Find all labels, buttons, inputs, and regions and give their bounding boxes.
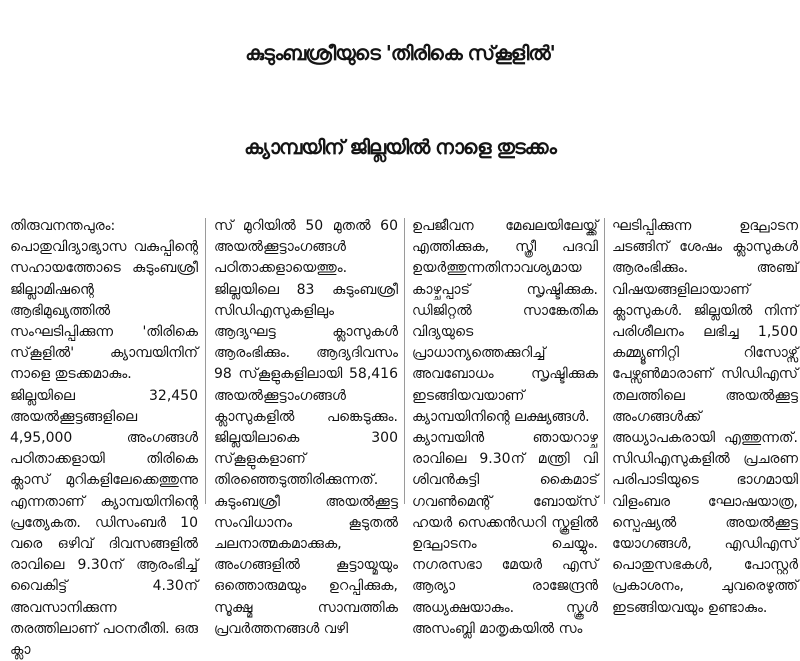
article-column-2 <box>214 216 398 637</box>
article-column-3 <box>412 216 598 637</box>
column-3-paragraph-1: ഉപജീവന മേഖലയിലേയ്ക്ക് എത്തിക്കുക, സ്ത്രീ പദവി ഉയർത്തുന്നതിനാവശ്യമായ കാഴ്ചപ്പാട് സൃഷ്ടിക്കുക. ഡിജിറ്റൽ സാങ്കേതിക വിദ്യയുടെ പ്രാധാന്യത്തെക്കുറിച്ച് അവബോധം സൃഷ്ടിക്കുക ഇടങ്ങിയവയാണ് ക്യാമ്പയിനിന്റെ ലക്ഷ്യങ്ങൾ. <box>412 218 598 425</box>
column-1-paragraph-1: തിരുവനന്തപുരം: പൊതുവിദ്യാഭ്യാസ വകുപ്പിന്റെ സഹായത്തോടെ കുടുംബശ്രീ ജില്ലാമിഷന്റെ ആഭിമുഖ്യത്തിൽ സംഘടിപ്പിക്കുന്ന 'തിരികെ സ്‌കൂളിൽ' ക്യാമ്പയിനിന് നാളെ തുടക്കമാകും. <box>10 218 198 383</box>
column-divider <box>604 218 605 504</box>
headline-line-2: ക്യാമ്പയിന് ജില്ലയിൽ നാളെ തുടക്കം <box>244 135 556 159</box>
column-3-paragraph-2: ക്യാമ്പയിൻ ഞായറാഴ്ച രാവിലെ 9.30ന് മന്ത്രി വി ശിവൻകുട്ടി കൈമാട് ഗവൺമെന്റ് ബോയ്സ് ഹയർ സെക്കൻഡറി സ്കൂളിൽ ഉദ്ഘാടനം ചെയ്യും. നഗരസഭാ മേയർ എസ് ആര്യാ രാജേന്ദ്രൻ അധ്യക്ഷയാകും. സ്കൂൾ അസംബ്ലി മാതൃകയിൽ സം <box>412 430 598 637</box>
column-2-paragraph-1: സ് മുറിയിൽ 50 മുതൽ 60 അയൽക്കൂട്ടാംഗങ്ങൾ പഠിതാക്കളായെത്തും. <box>214 218 398 277</box>
column-divider <box>205 218 206 504</box>
column-divider <box>404 218 405 504</box>
headline-line-1: കുടുംബശ്രീയുടെ 'തിരികെ സ്‌കൂളിൽ' <box>245 41 555 65</box>
column-2-paragraph-2: ജില്ലയിലെ 83 കുടുംബശ്രീ സിഡിഎസുകളിലും ആദ്യഘട്ട ക്ലാസുകൾ ആരംഭിക്കും. ആദ്യദിവസം 98 സ്‌കൂളുകളിലായി 58,416 അയൽക്കൂട്ടാംഗങ്ങൾ ക്ലാസുകളിൽ പങ്കെടുക്കും. ജില്ലയിലാകെ 300 സ്‌കൂളുകളാണ് തിരഞ്ഞെടുത്തിരിക്കുന്നത്. കുടുംബശ്രീ അയൽക്കൂട്ട സംവിധാനം കൂടുതൽ ചലനാത്മകമാക്കുക, അംഗങ്ങളിൽ കൂട്ടായ്മയും ഒത്തൊരുമയും ഉറപ്പിക്കുക, സൂക്ഷ്മ സാമ്പത്തിക പ്രവർത്തനങ്ങൾ വഴി <box>214 281 398 637</box>
column-1-paragraph-2: ജില്ലയിലെ 32,450 അയൽക്കൂട്ടങ്ങളിലെ 4,95,000 അംഗങ്ങൾ പഠിതാക്കളായി തിരികെ ക്ലാസ് മുറികളിലേക്കെത്തുന്നു എന്നതാണ് ക്യാമ്പയിനിന്റെ പ്രത്യേകത. ഡിസംബർ 10 വരെ ഒഴിവ് ദിവസങ്ങളിൽ രാവിലെ 9.30ന് ആരംഭിച്ച് വൈകിട്ട് 4.30ന് അവസാനിക്കുന്ന തരത്തിലാണ് പഠനരീതി. ഒരു ക്ലാ <box>10 387 198 659</box>
article-column-1 <box>10 216 198 659</box>
article-column-4 <box>612 216 798 616</box>
column-4-paragraph-1: ഘടിപ്പിക്കുന്ന ഉദ്ഘാടന ചടങ്ങിന് ശേഷം ക്ലാസുകൾ ആരംഭിക്കും. അഞ്ച് വിഷയങ്ങളിലായാണ് ക്ലാസുകൾ. ജില്ലയിൽ നിന്ന് പരിശീലനം ലഭിച്ച 1,500 കമ്മ്യൂണിറ്റി റിസോഴ്സ് പേഴ്സൺമാരാണ് സിഡിഎസ് തലത്തിലെ അയൽക്കൂട്ട അംഗങ്ങൾക്ക് അധ്യാപകരായി എത്തുന്നത്. സിഡിഎസുകളിൽ പ്രചരണ പരിപാടിയുടെ ഭാഗമായി വിളംബര ഘോഷയാത്ര, സ്പെഷ്യൽ അയൽക്കൂട്ട യോഗങ്ങൾ, എഡിഎസ് പൊതുസഭകൾ, പോസ്റ്റർ പ്രകാശനം, ചുവരെഴുത്ത് ഇടങ്ങിയവയും ഉണ്ടാകും. <box>612 218 798 616</box>
